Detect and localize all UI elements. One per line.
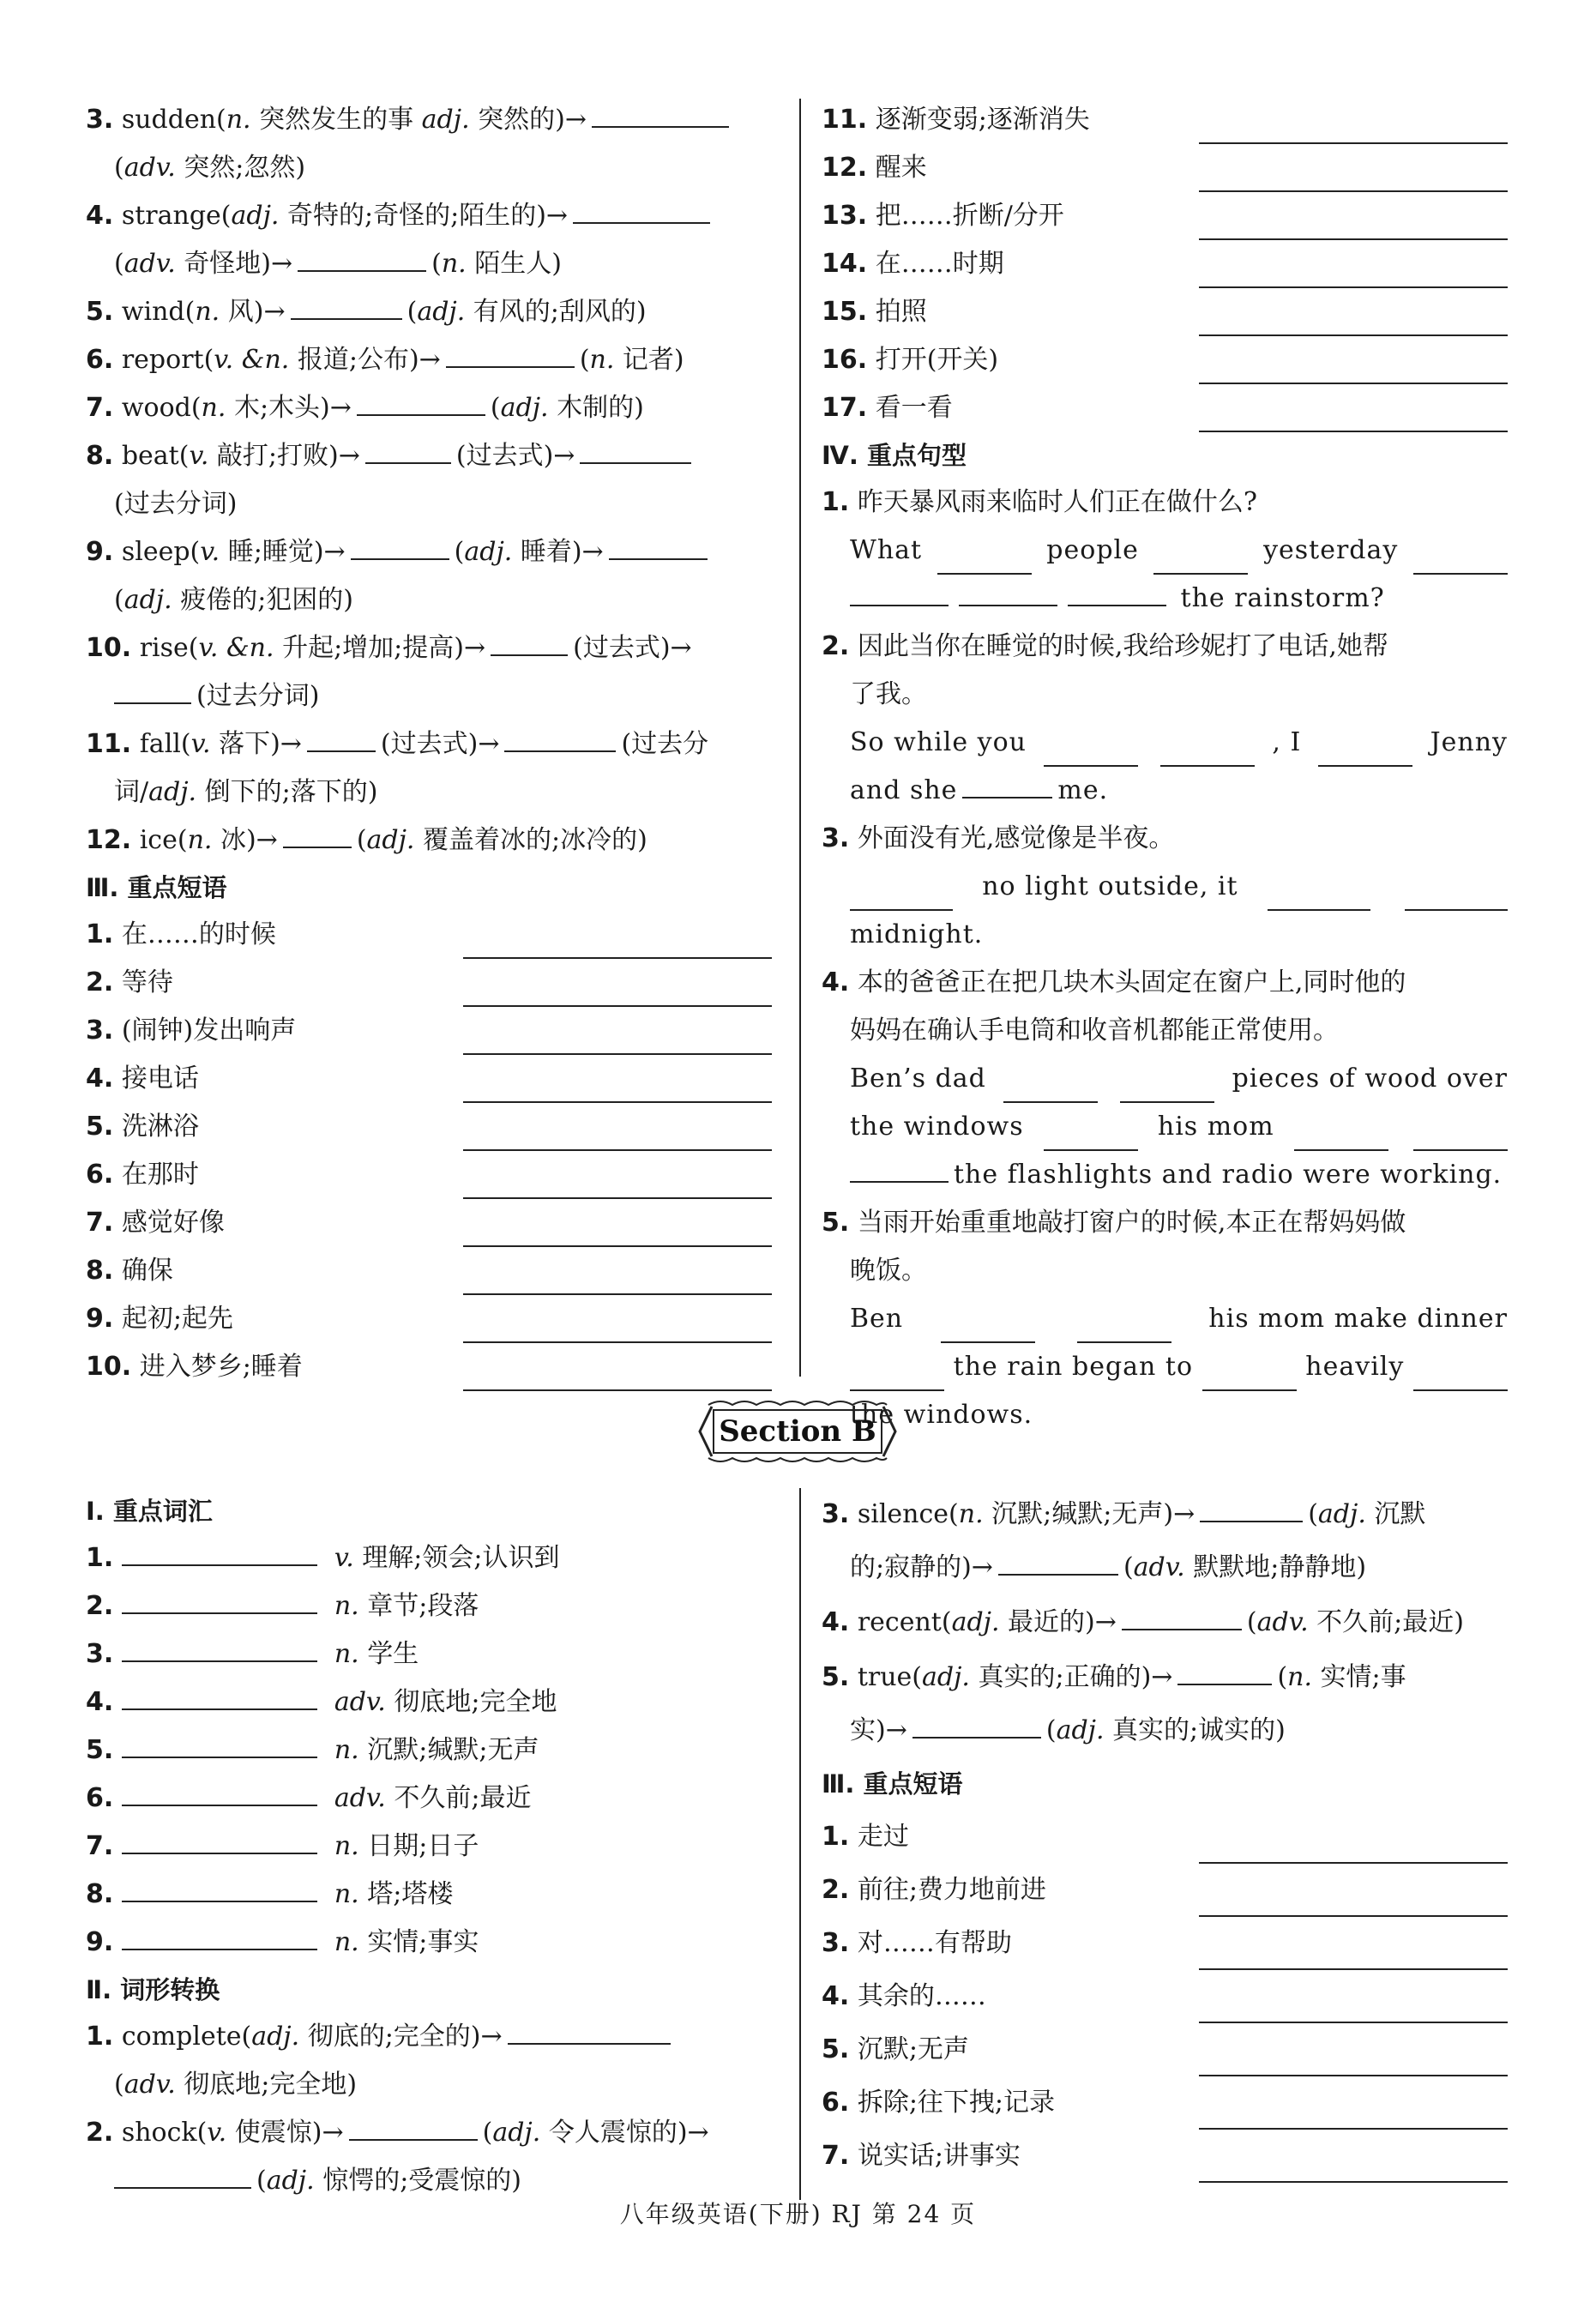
answer-blank[interactable] [463, 1024, 772, 1055]
phrase-item: 7. 感觉好像 [86, 1199, 772, 1247]
word-item-4: 4. strange(adj. 奇特的;奇怪的;陌生的)→ [86, 192, 772, 240]
phrase-item: 10. 进入梦乡;睡着 [86, 1343, 772, 1391]
answer-blank[interactable] [937, 547, 1032, 575]
phrase-item: 6. 在那时 [86, 1151, 772, 1199]
answer-blank[interactable] [1413, 1364, 1508, 1391]
answer-blank[interactable] [122, 1635, 317, 1662]
answer-blank[interactable] [463, 1312, 772, 1343]
answer-blank[interactable] [349, 2113, 478, 2141]
answer-blank[interactable] [463, 1120, 772, 1151]
word-item-3: 3. sudden(n. 突然发生的事 adj. 突然的)→ [86, 96, 772, 144]
right-column-bottom: 3. silence(n. 沉默;缄默;无声)→ (adj. 沉默 的;寂静的)→ (adv. 默默地;静静地) 4. recent(adj. 最近的)→ (adv. 不久前;最近) 5. true(adj. 真实的;正确的)→ (n. 实情;事 实)→ (adj. 真实的;诚实的) Ⅲ. 重点短语 1. 走过 2. 前往;费力地前进 3. 对……有帮助 4. 其余的…… 5. 沉默;无声 6. 拆除;往下拽;记录 7. 说实话;讲事实 [822, 1488, 1508, 2183]
section-b-banner [696, 1396, 899, 1467]
answer-blank[interactable] [1077, 1316, 1171, 1343]
answer-blank[interactable] [1153, 547, 1248, 575]
answer-blank[interactable] [463, 1216, 772, 1247]
answer-blank[interactable] [463, 1264, 772, 1295]
answer-blank[interactable] [307, 725, 376, 752]
answer-blank[interactable] [114, 677, 191, 704]
phrase-item: 1. 在……的时候 [86, 911, 772, 959]
phrase-text: 拆除;往下拽;记录 [857, 2088, 1056, 2118]
answer-blank[interactable] [1003, 1076, 1098, 1103]
word-item-11: 11. fall(v. 落下)→ (过去式)→ (过去分 [86, 720, 772, 768]
sentence-2-english: So while you , I Jenny [822, 719, 1508, 767]
answer-blank[interactable] [463, 1360, 772, 1391]
answer-blank[interactable] [122, 1923, 317, 1950]
section-title-phrases: Ⅲ. 重点短语 [86, 873, 227, 902]
word-form-4: 4. recent(adj. 最近的)→ (adv. 不久前;最近) [822, 1594, 1508, 1651]
answer-blank[interactable] [962, 771, 1052, 798]
phrase-item: 14. 在……时期 [822, 240, 1508, 288]
phrase-item: 12. 醒来 [822, 144, 1508, 192]
answer-blank[interactable] [291, 292, 402, 320]
answer-blank[interactable] [122, 1875, 317, 1902]
phrase-text: (闹钟)发出响声 [121, 1015, 297, 1046]
answer-blank[interactable] [1199, 2046, 1508, 2076]
answer-blank[interactable] [463, 976, 772, 1007]
column-divider-bottom [799, 1488, 801, 2200]
vocab-item: 3. n. 学生 [86, 1630, 772, 1678]
phrase-text: 在……的时候 [121, 919, 276, 949]
phrase-item: 5. 沉默;无声 [822, 2023, 1508, 2076]
phrase-text: 其余的…… [857, 1981, 986, 2011]
banner-title: Section B [719, 1414, 876, 1449]
answer-blank[interactable] [1177, 1658, 1272, 1685]
section-title-vocab: Ⅰ. 重点词汇 [86, 1497, 213, 1526]
phrase-text: 把……折断/分开 [875, 201, 1064, 231]
phrase-item: 4. 接电话 [86, 1055, 772, 1103]
right-column-top: 11. 逐渐变弱;逐渐消失 12. 醒来 13. 把……折断/分开 14. 在……时期 15. 拍照 16. 打开(开关) 17. 看一看 Ⅳ. 重点句型 1. 昨天暴风雨来临时人们正在做什么? What people yesterday the rainstorm? 2. 因此当你在睡觉的时候,我给珍妮打了电话,她帮 了我。 So while you , I Jenny and she me. 3. 外面没有光,感觉像是半夜。 no light outside, it midnight. 4. 本的爸爸正在把几块木头固定在窗户上,同时他的 妈妈在确认手电筒和收音机都能正常使用。 Ben’s dad pieces of wood over the windows his mom the flashlights and radio were working. 5. 当雨开始重重地敲打窗户的时候,本正在帮妈妈做 晚饭。 Ben his mom make dinner the rain began to heavily the windows. [822, 96, 1508, 1439]
vocab-item: 8. n. 塔;塔楼 [86, 1871, 772, 1919]
phrase-text: 在……时期 [875, 249, 1004, 279]
phrase-item: 3. 对……有帮助 [822, 1917, 1508, 1970]
answer-blank[interactable] [1199, 1939, 1508, 1970]
left-column-top: 3. sudden(n. 突然发生的事 adj. 突然的)→ (adv. 突然;忽然) 4. strange(adj. 奇特的;奇怪的;陌生的)→ (adv. 奇怪地)→ (n. 陌生人) 5. wind(n. 风)→ (adj. 有风的;刮风的) 6. report(v. &n. 报道;公布)→ (n. 记者) 7. wood(n. 木;木头)→ (adj. 木制的) 8. beat(v. 敲打;打败)→ (过去式)→ (过去分词) 9. sleep(v. 睡;睡觉)→ (adj. 睡着)→ (adj. 疲倦的;犯困的) 10. rise(v. &n. 升起;增加;提高)→ (过去式)→ (过去分词) 11. fall(v. 落下)→ (过去式)→ (过去分 词/adj. 倒下的;落下的) 12. ice(n. 冰)→ (adj. 覆盖着冰的;冰冷的) Ⅲ. 重点短语 1. 在……的时候 2. 等待 3. (闹钟)发出响声 4. 接电话 5. 洗淋浴 6. 在那时 7. 感觉好像 8. 确保 9. 起初;起先 10. 进入梦乡;睡着 [86, 96, 772, 1391]
answer-blank[interactable] [508, 2017, 671, 2045]
answer-blank[interactable] [1413, 547, 1508, 575]
answer-blank[interactable] [122, 1827, 317, 1854]
page-footer: 八年级英语(下册) RJ 第 24 页 [619, 2200, 977, 2228]
phrase-item: 1. 走过 [822, 1811, 1508, 1864]
word-item-8: 8. beat(v. 敲打;打败)→ (过去式)→ [86, 432, 772, 480]
phrase-item: 16. 打开(开关) [822, 336, 1508, 384]
left-column-bottom: Ⅰ. 重点词汇 1. v. 理解;领会;认识到 2. n. 章节;段落 3. n. 学生 4. adv. 彻底地;完全地 5. n. 沉默;缄默;无声 6. adv. 不久前;最近 7. n. 日期;日子 8. n. 塔;塔楼 9. n. 实情;事实 Ⅱ. 词形转换 1. complete(adj. 彻底的;完全的)→ (adv. 彻底地;完全地) 2. shock(v. 使震惊)→ (adj. 令人震惊的)→ (adj. 惊愕的;受震惊的) [86, 1488, 772, 2205]
phrase-text: 说实话;讲事实 [857, 2141, 1021, 2171]
answer-blank[interactable] [1199, 1992, 1508, 2023]
answer-blank[interactable] [491, 629, 568, 656]
answer-blank[interactable] [1044, 739, 1138, 767]
answer-blank[interactable] [122, 1779, 317, 1806]
sentence-4-chinese: 4. 本的爸爸正在把几块木头固定在窗户上,同时他的 [822, 967, 1406, 997]
answer-blank[interactable] [959, 579, 1057, 606]
phrase-item: 5. 洗淋浴 [86, 1103, 772, 1151]
answer-blank[interactable] [298, 244, 426, 272]
word-form-3: 3. silence(n. 沉默;缄默;无声)→ (adj. 沉默 [822, 1488, 1508, 1541]
word-item-6: 6. report(v. &n. 报道;公布)→ (n. 记者) [86, 336, 772, 384]
answer-blank[interactable] [850, 1364, 944, 1391]
word-form-5: 5. true(adj. 真实的;正确的)→ (n. 实情;事 [822, 1651, 1508, 1704]
answer-blank[interactable] [1199, 305, 1508, 336]
answer-blank[interactable] [1199, 257, 1508, 288]
answer-blank[interactable] [1199, 113, 1508, 144]
answer-blank[interactable] [1160, 739, 1255, 767]
phrase-text: 确保 [121, 1256, 173, 1286]
answer-blank[interactable] [463, 1072, 772, 1103]
answer-blank[interactable] [850, 1155, 949, 1183]
answer-blank[interactable] [1199, 353, 1508, 384]
answer-blank[interactable] [1199, 1886, 1508, 1917]
phrase-item: 4. 其余的…… [822, 1970, 1508, 2023]
phrase-text: 逐渐变弱;逐渐消失 [875, 105, 1090, 135]
phrase-item: 2. 前往;费力地前进 [822, 1864, 1508, 1917]
vocab-item: 5. n. 沉默;缄默;无声 [86, 1726, 772, 1775]
phrase-text: 看一看 [875, 393, 953, 423]
phrase-item: 7. 说实话;讲事实 [822, 2130, 1508, 2183]
phrase-item: 17. 看一看 [822, 384, 1508, 432]
vocab-item: 1. v. 理解;领会;认识到 [86, 1534, 772, 1582]
phrase-text: 打开(开关) [875, 345, 999, 375]
answer-blank[interactable] [122, 1587, 317, 1614]
vocab-item: 2. n. 章节;段落 [86, 1582, 772, 1630]
phrase-item: 11. 逐渐变弱;逐渐消失 [822, 96, 1508, 144]
phrase-text: 对……有帮助 [857, 1928, 1012, 1958]
banner-ornament-frame [696, 1396, 899, 1467]
phrase-text: 洗淋浴 [121, 1112, 199, 1142]
answer-blank[interactable] [1199, 2152, 1508, 2183]
phrase-item: 2. 等待 [86, 959, 772, 1007]
phrase-text: 等待 [121, 967, 173, 997]
answer-blank[interactable] [592, 100, 729, 128]
vocab-item: 6. adv. 不久前;最近 [86, 1775, 772, 1823]
word-item-10: 10. rise(v. &n. 升起;增加;提高)→ (过去式)→ [86, 624, 772, 672]
answer-blank[interactable] [446, 340, 575, 368]
answer-blank[interactable] [998, 1548, 1118, 1576]
sentence-1-english: What people yesterday [822, 527, 1508, 575]
column-divider [799, 99, 801, 1377]
phrase-text: 进入梦乡;睡着 [139, 1352, 303, 1382]
answer-blank[interactable] [1202, 1364, 1297, 1391]
answer-blank[interactable] [1199, 209, 1508, 240]
phrase-list [86, 911, 772, 1391]
answer-blank[interactable] [941, 1316, 1035, 1343]
section-title-word-forms: Ⅱ. 词形转换 [86, 1975, 220, 2004]
word-item-5: 5. wind(n. 风)→ (adj. 有风的;刮风的) [86, 288, 772, 336]
answer-blank[interactable] [1122, 1603, 1242, 1630]
answer-blank[interactable] [351, 533, 449, 560]
phrase-list-b [822, 1811, 1508, 2183]
section-title-phrases-b: Ⅲ. 重点短语 [822, 1769, 963, 1799]
phrase-item: 13. 把……折断/分开 [822, 192, 1508, 240]
sentence-4-english: Ben’s dad pieces of wood over [822, 1055, 1508, 1103]
phrase-text: 起初;起先 [121, 1304, 233, 1334]
phrase-list-continued [822, 96, 1508, 432]
sentence-1-chinese: 1. 昨天暴风雨来临时人们正在做什么? [822, 487, 1257, 517]
phrase-text: 沉默;无声 [857, 2034, 969, 2064]
phrase-text: 醒来 [875, 153, 927, 183]
answer-blank[interactable] [1199, 2099, 1508, 2130]
phrase-item: 15. 拍照 [822, 288, 1508, 336]
phrase-item: 8. 确保 [86, 1247, 772, 1295]
phrase-item: 6. 拆除;往下拽;记录 [822, 2076, 1508, 2130]
word-item-12: 12. ice(n. 冰)→ (adj. 覆盖着冰的;冰冷的) [86, 817, 772, 865]
answer-blank[interactable] [1268, 883, 1370, 911]
answer-blank[interactable] [122, 1731, 317, 1758]
phrase-text: 感觉好像 [121, 1208, 225, 1238]
answer-blank[interactable] [609, 533, 708, 560]
sentence-2-chinese: 2. 因此当你在睡觉的时候,我给珍妮打了电话,她帮 [822, 631, 1388, 661]
word-form-1: 1. complete(adj. 彻底的;完全的)→ [86, 2013, 772, 2061]
answer-blank[interactable] [1413, 1124, 1508, 1151]
answer-blank[interactable] [1318, 739, 1412, 767]
phrase-item: 3. (闹钟)发出响声 [86, 1007, 772, 1055]
answer-blank[interactable] [850, 579, 949, 606]
answer-blank[interactable] [1199, 401, 1508, 432]
vocab-item: 4. adv. 彻底地;完全地 [86, 1678, 772, 1726]
vocab-item: 9. n. 实情;事实 [86, 1919, 772, 1967]
answer-blank[interactable] [573, 196, 710, 224]
sentence-3-chinese: 3. 外面没有光,感觉像是半夜。 [822, 823, 1175, 853]
answer-blank[interactable] [1200, 1495, 1303, 1522]
answer-blank[interactable] [850, 883, 953, 911]
answer-blank[interactable] [122, 1539, 317, 1566]
word-form-2: 2. shock(v. 使震惊)→ (adj. 令人震惊的)→ [86, 2109, 772, 2157]
phrase-text: 前往;费力地前进 [857, 1875, 1046, 1905]
phrase-text: 拍照 [875, 297, 927, 327]
answer-blank[interactable] [504, 725, 616, 752]
vocab-item: 7. n. 日期;日子 [86, 1823, 772, 1871]
answer-blank[interactable] [1405, 883, 1508, 911]
vocab-list [86, 1534, 772, 1967]
phrase-text: 接电话 [121, 1064, 199, 1094]
answer-blank[interactable] [1199, 1833, 1508, 1864]
answer-blank[interactable] [1120, 1076, 1214, 1103]
answer-blank[interactable] [580, 437, 691, 464]
answer-blank[interactable] [1199, 161, 1508, 192]
sentence-5-english: Ben his mom make dinner [822, 1295, 1508, 1343]
answer-blank[interactable] [357, 389, 485, 416]
answer-blank[interactable] [463, 928, 772, 959]
answer-blank[interactable] [114, 2161, 251, 2189]
phrase-item: 9. 起初;起先 [86, 1295, 772, 1343]
answer-blank[interactable] [1068, 579, 1166, 606]
answer-blank[interactable] [283, 821, 352, 848]
sentence-3-english: no light outside, it [822, 863, 1508, 911]
phrase-text: 在那时 [121, 1160, 199, 1190]
answer-blank[interactable] [1044, 1124, 1138, 1151]
answer-blank[interactable] [912, 1711, 1041, 1739]
answer-blank[interactable] [365, 437, 451, 464]
word-item-9: 9. sleep(v. 睡;睡觉)→ (adj. 睡着)→ [86, 528, 772, 576]
answer-blank[interactable] [1294, 1124, 1388, 1151]
section-title-sentences: Ⅳ. 重点句型 [822, 441, 967, 470]
answer-blank[interactable] [122, 1683, 317, 1710]
answer-blank[interactable] [463, 1168, 772, 1199]
sentence-5-chinese: 5. 当雨开始重重地敲打窗户的时候,本正在帮妈妈做 [822, 1208, 1406, 1238]
word-item-7: 7. wood(n. 木;木头)→ (adj. 木制的) [86, 384, 772, 432]
phrase-text: 走过 [857, 1822, 909, 1852]
